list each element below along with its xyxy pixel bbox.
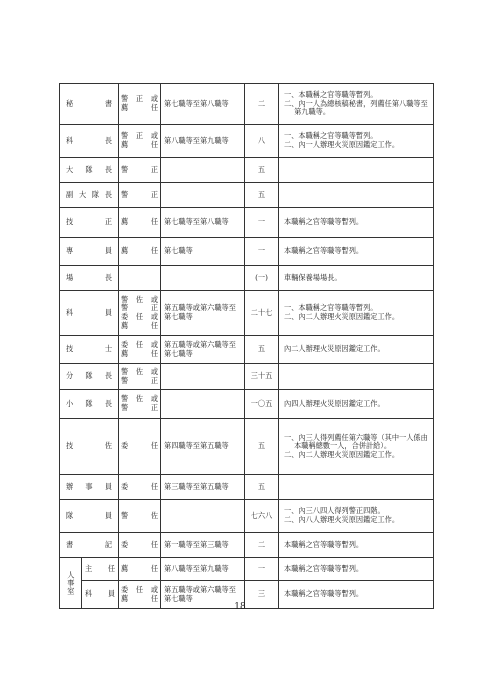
rank-line: 警 正 — [121, 164, 159, 174]
rank-line: 薦 任 — [121, 563, 159, 573]
position-title: 技 正 — [60, 208, 119, 238]
table-row — [60, 84, 434, 125]
table-row — [60, 419, 434, 475]
rank-cell — [119, 125, 161, 158]
remarks-cell — [279, 500, 434, 533]
grade-range — [161, 500, 245, 533]
remarks-cell — [279, 183, 434, 208]
table-row — [60, 533, 434, 558]
table-row — [60, 125, 434, 158]
staff-count: 三 — [245, 581, 279, 609]
remark-line: 一、內三人得列薦任第六職等（其中一人係由本職稱總數一人，合併計給）。 — [284, 432, 428, 451]
rank-line: 薦 任 — [121, 140, 159, 149]
rank-cell — [119, 208, 161, 238]
rank-line: 委 任 — [121, 481, 159, 491]
grade-range: 第八職等至第九職等 — [161, 558, 245, 581]
staff-count: 一 — [245, 558, 279, 581]
rank-cell — [119, 266, 161, 291]
remark-line: 本職稱之官等職等暫列。 — [284, 539, 364, 549]
staff-count: 五 — [245, 158, 279, 183]
position-title: 技 佐 — [60, 419, 119, 475]
position-title: 副大隊長 — [60, 183, 119, 208]
staff-count: 五 — [245, 336, 279, 364]
grade-range — [161, 266, 245, 291]
position-title: 科 員 — [82, 581, 119, 609]
remarks-cell — [279, 533, 434, 558]
staff-count: 七六八 — [245, 500, 279, 533]
rank-line: 委 任 — [121, 441, 159, 451]
remark-line: 本職稱之官等職等暫列。 — [284, 589, 364, 599]
remark-line: 二、內八人辦理火災原因鑑定工作。 — [284, 515, 400, 524]
grade-range — [161, 364, 245, 390]
grade-range — [161, 390, 245, 419]
remark-line: 一、本職稱之官等職等暫列。 — [284, 303, 378, 313]
staff-count: (一) — [245, 266, 279, 291]
table-row — [60, 336, 434, 364]
grade-range: 第五職等或第六職等至第七職等 — [161, 291, 245, 336]
remarks-cell — [279, 475, 434, 500]
remark-line: 本職稱之官等職等暫列。 — [284, 246, 364, 256]
rank-line: 警 佐 或 — [121, 366, 159, 376]
staff-count: 五 — [245, 475, 279, 500]
table-row — [60, 291, 434, 336]
remarks-cell — [279, 291, 434, 336]
staff-count: 一 — [245, 238, 279, 266]
grade-range: 第五職等或第六職等至第七職等 — [161, 581, 245, 609]
rank-line: 委 任 或 — [121, 584, 159, 594]
table-row — [60, 558, 434, 581]
rank-cell — [119, 475, 161, 500]
position-title: 大 隊 長 — [60, 158, 119, 183]
rank-line: 警 正 — [121, 375, 159, 385]
rank-cell — [119, 364, 161, 390]
rank-line: 警 正 — [121, 403, 159, 412]
remarks-cell — [279, 336, 434, 364]
rank-line: 警 正 或 — [121, 131, 159, 141]
remark-line: 二、內二人辦理火災原因鑑定工作。 — [284, 312, 400, 321]
table-row — [60, 500, 434, 533]
rank-line: 警 正 或 — [121, 94, 159, 104]
rank-cell — [119, 533, 161, 558]
table-row — [60, 183, 434, 208]
staff-count: 二 — [245, 84, 279, 125]
staff-table — [59, 83, 434, 609]
rank-line: 薦 任 — [121, 217, 159, 227]
position-title: 場 長 — [60, 266, 119, 291]
rank-line: 薦 任 — [121, 320, 159, 330]
grade-range: 第五職等或第六職等至第七職等 — [161, 336, 245, 364]
remarks-cell — [279, 158, 434, 183]
rank-line: 委 任 或 — [121, 339, 159, 349]
table-row — [60, 475, 434, 500]
position-title: 辦 事 員 — [60, 475, 119, 500]
rank-cell — [119, 336, 161, 364]
position-title: 主 任 — [82, 558, 119, 581]
rank-line: 薦 任 — [121, 103, 159, 112]
remarks-cell — [279, 266, 434, 291]
position-title: 科 長 — [60, 125, 119, 158]
position-title: 專 員 — [60, 238, 119, 266]
staff-count: 一〇五 — [245, 390, 279, 419]
rank-cell — [119, 500, 161, 533]
position-title: 分 隊 長 — [60, 364, 119, 390]
remark-line: 一、本職稱之官等職等暫列。 — [284, 90, 378, 100]
remarks-cell — [279, 84, 434, 125]
rank-line: 警 正 — [121, 189, 159, 199]
rank-line: 警 佐 — [121, 510, 159, 520]
rank-line: 委 任 或 — [121, 312, 159, 321]
position-title: 技 士 — [60, 336, 119, 364]
staff-count: 一 — [245, 208, 279, 238]
grade-range: 第七職等至第八職等 — [161, 84, 245, 125]
rank-line: 薦 任 — [121, 593, 159, 603]
remarks-cell — [279, 125, 434, 158]
remark-line: 本職稱之官等職等暫列。 — [284, 563, 364, 573]
table-row — [60, 364, 434, 390]
position-title: 書 記 — [60, 533, 119, 558]
remark-line: 二、內二人辦理火災原因鑑定工作。 — [284, 449, 400, 459]
grade-range — [161, 183, 245, 208]
staff-count: 八 — [245, 125, 279, 158]
staff-count: 五 — [245, 183, 279, 208]
remark-line: 二、內一人為總核稿秘書，列薦任第八職等至第九職等。 — [284, 98, 428, 117]
grade-range: 第三職等至第五職等 — [161, 475, 245, 500]
rank-line: 薦 任 — [121, 348, 159, 358]
table-row — [60, 158, 434, 183]
staff-count: 二 — [245, 533, 279, 558]
grade-range — [161, 158, 245, 183]
staff-count: 五 — [245, 419, 279, 475]
remarks-cell — [279, 558, 434, 581]
remarks-cell — [279, 364, 434, 390]
remarks-cell — [279, 419, 434, 475]
remark-line: 一、本職稱之官等職等暫列。 — [284, 131, 378, 141]
grade-range: 第一職等至第三職等 — [161, 533, 245, 558]
grade-range: 第七職等 — [161, 238, 245, 266]
rank-line: 警 正 — [121, 303, 159, 313]
grade-range: 第四職等至第五職等 — [161, 419, 245, 475]
remark-line: 車輛保養場場長。 — [284, 272, 342, 282]
remark-line: 二、內一人辦理火災原因鑑定工作。 — [284, 140, 400, 149]
remarks-cell — [279, 390, 434, 419]
page-number: 18 — [234, 602, 246, 612]
table-row — [60, 238, 434, 266]
rank-cell — [119, 419, 161, 475]
remark-line: 一、內三八四人得列警正四階。 — [284, 506, 385, 516]
position-title: 科 員 — [60, 291, 119, 336]
remark-line: 本職稱之官等職等暫列。 — [284, 217, 364, 227]
staff-table-body — [60, 84, 434, 609]
table-row — [60, 208, 434, 238]
rank-cell — [119, 390, 161, 419]
remarks-cell — [279, 208, 434, 238]
grade-range: 第八職等至第九職等 — [161, 125, 245, 158]
table-row — [60, 266, 434, 291]
remark-line: 內二人辦理火災原因鑑定工作。 — [284, 344, 385, 354]
rank-cell — [119, 158, 161, 183]
grade-range: 第七職等至第八職等 — [161, 208, 245, 238]
remarks-cell — [279, 238, 434, 266]
rank-cell — [119, 558, 161, 581]
rank-cell — [119, 238, 161, 266]
rank-cell — [119, 291, 161, 336]
staff-count: 三十五 — [245, 364, 279, 390]
rank-cell — [119, 183, 161, 208]
table-row — [60, 390, 434, 419]
staff-count: 二十七 — [245, 291, 279, 336]
rank-line: 警 佐 或 — [121, 394, 159, 404]
rank-line: 薦 任 — [121, 246, 159, 256]
unit-label: 人事室 — [60, 558, 82, 609]
position-title: 秘 書 — [60, 84, 119, 125]
rank-line: 委 任 — [121, 539, 159, 549]
rank-line: 警 佐 或 — [121, 294, 159, 304]
remark-line: 內四人辦理火災原因鑑定工作。 — [284, 398, 385, 408]
position-title: 小 隊 長 — [60, 390, 119, 419]
position-title: 隊 員 — [60, 500, 119, 533]
rank-cell — [119, 84, 161, 125]
